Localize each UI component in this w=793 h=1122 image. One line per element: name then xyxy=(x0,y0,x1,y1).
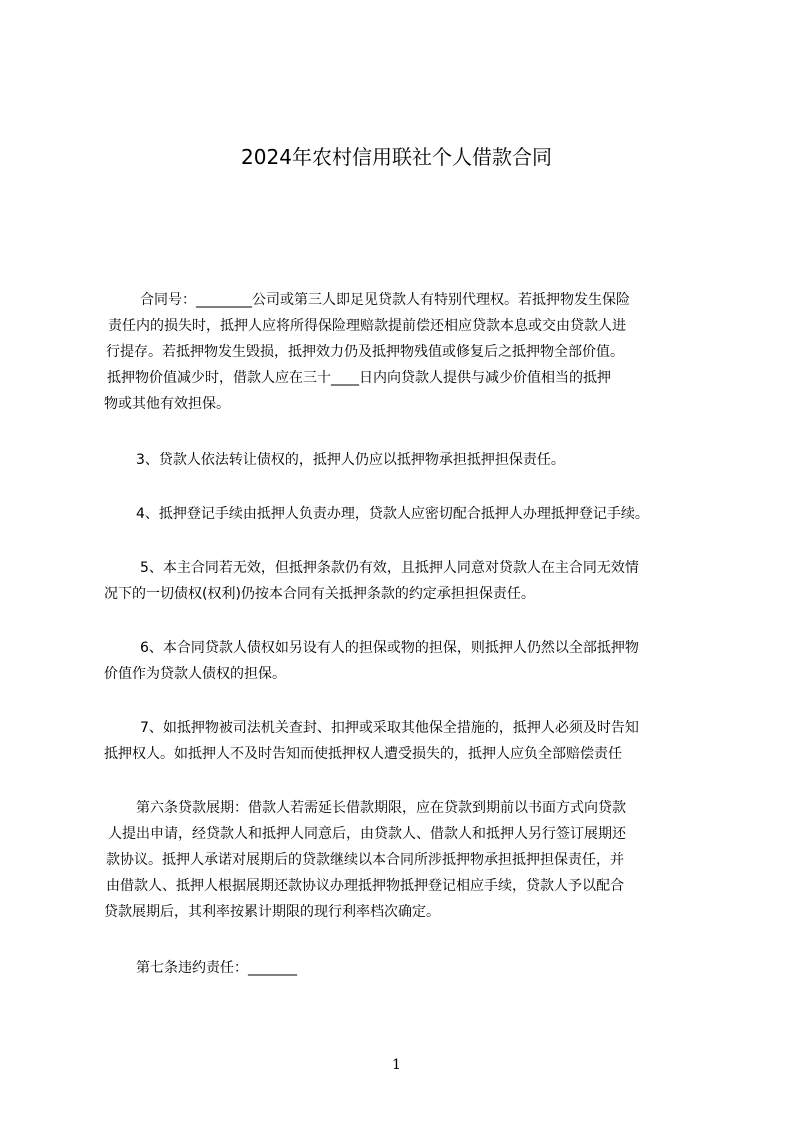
paragraph-line: 抵押物价值减少时，借款人应在三十____日内向贷款人提供与减少价值相当的抵押 xyxy=(107,370,611,386)
paragraph-line: 6、本合同贷款人债权如另设有人的担保或物的担保，则抵押人仍然以全部抵押物 xyxy=(140,640,639,656)
paragraph-line: 况下的一切债权(权利)仍按本合同有关抵押条款的约定承担担保责任。 xyxy=(104,586,535,602)
paragraph-line: 责任内的损失时，抵押人应将所得保险理赔款提前偿还相应贷款本息或交由贷款人进 xyxy=(108,318,626,334)
paragraph-line: 4、抵押登记手续由抵押人负责办理，贷款人应密切配合抵押人办理抵押登记手续。 xyxy=(136,506,649,522)
paragraph-line: 款协议。抵押人承诺对展期后的贷款继续以本合同所涉抵押物承担抵押担保责任，并 xyxy=(106,852,624,868)
paragraph-line: 7、如抵押物被司法机关查封、扣押或采取其他保全措施的，抵押人必须及时告知 xyxy=(140,720,639,736)
paragraph-line: 5、本主合同若无效，但抵押条款仍有效，且抵押人同意对贷款人在主合同无效情 xyxy=(140,560,639,576)
paragraph-line: 由借款人、抵押人根据展期还款协议办理抵押物抵押登记相应手续，贷款人予以配合 xyxy=(106,878,624,894)
paragraph-line: 3、贷款人依法转让债权的，抵押人仍应以抵押物承担抵押担保责任。 xyxy=(136,452,565,468)
paragraph-line: 行提存。若抵押物发生毁损，抵押效力仍及抵押物残值或修复后之抵押物全部价值。 xyxy=(106,344,624,360)
paragraph-line: 第六条贷款展期：借款人若需延长借款期限，应在贷款到期前以书面方式向贷款 xyxy=(136,800,626,816)
page-number: 1 xyxy=(392,1057,401,1073)
paragraph-line: 抵押权人。如抵押人不及时告知而使抵押权人遭受损失的，抵押人应负全部赔偿责任 xyxy=(104,746,622,762)
document-title: 2024年农村信用联社个人借款合同 xyxy=(241,145,552,169)
paragraph-line: 人提出申请，经贷款人和抵押人同意后，由贷款人、借款人和抵押人另行签订展期还 xyxy=(108,826,626,842)
paragraph-line: 合同号：________公司或第三人即足见贷款人有特别代理权。若抵押物发生保险 xyxy=(140,292,630,308)
paragraph-line: 贷款展期后，其利率按累计期限的现行利率档次确定。 xyxy=(104,904,440,920)
paragraph-line: 第七条违约责任：_______ xyxy=(136,960,297,976)
paragraph-line: 价值作为贷款人债权的担保。 xyxy=(104,666,286,682)
paragraph-line: 物或其他有效担保。 xyxy=(104,396,230,412)
